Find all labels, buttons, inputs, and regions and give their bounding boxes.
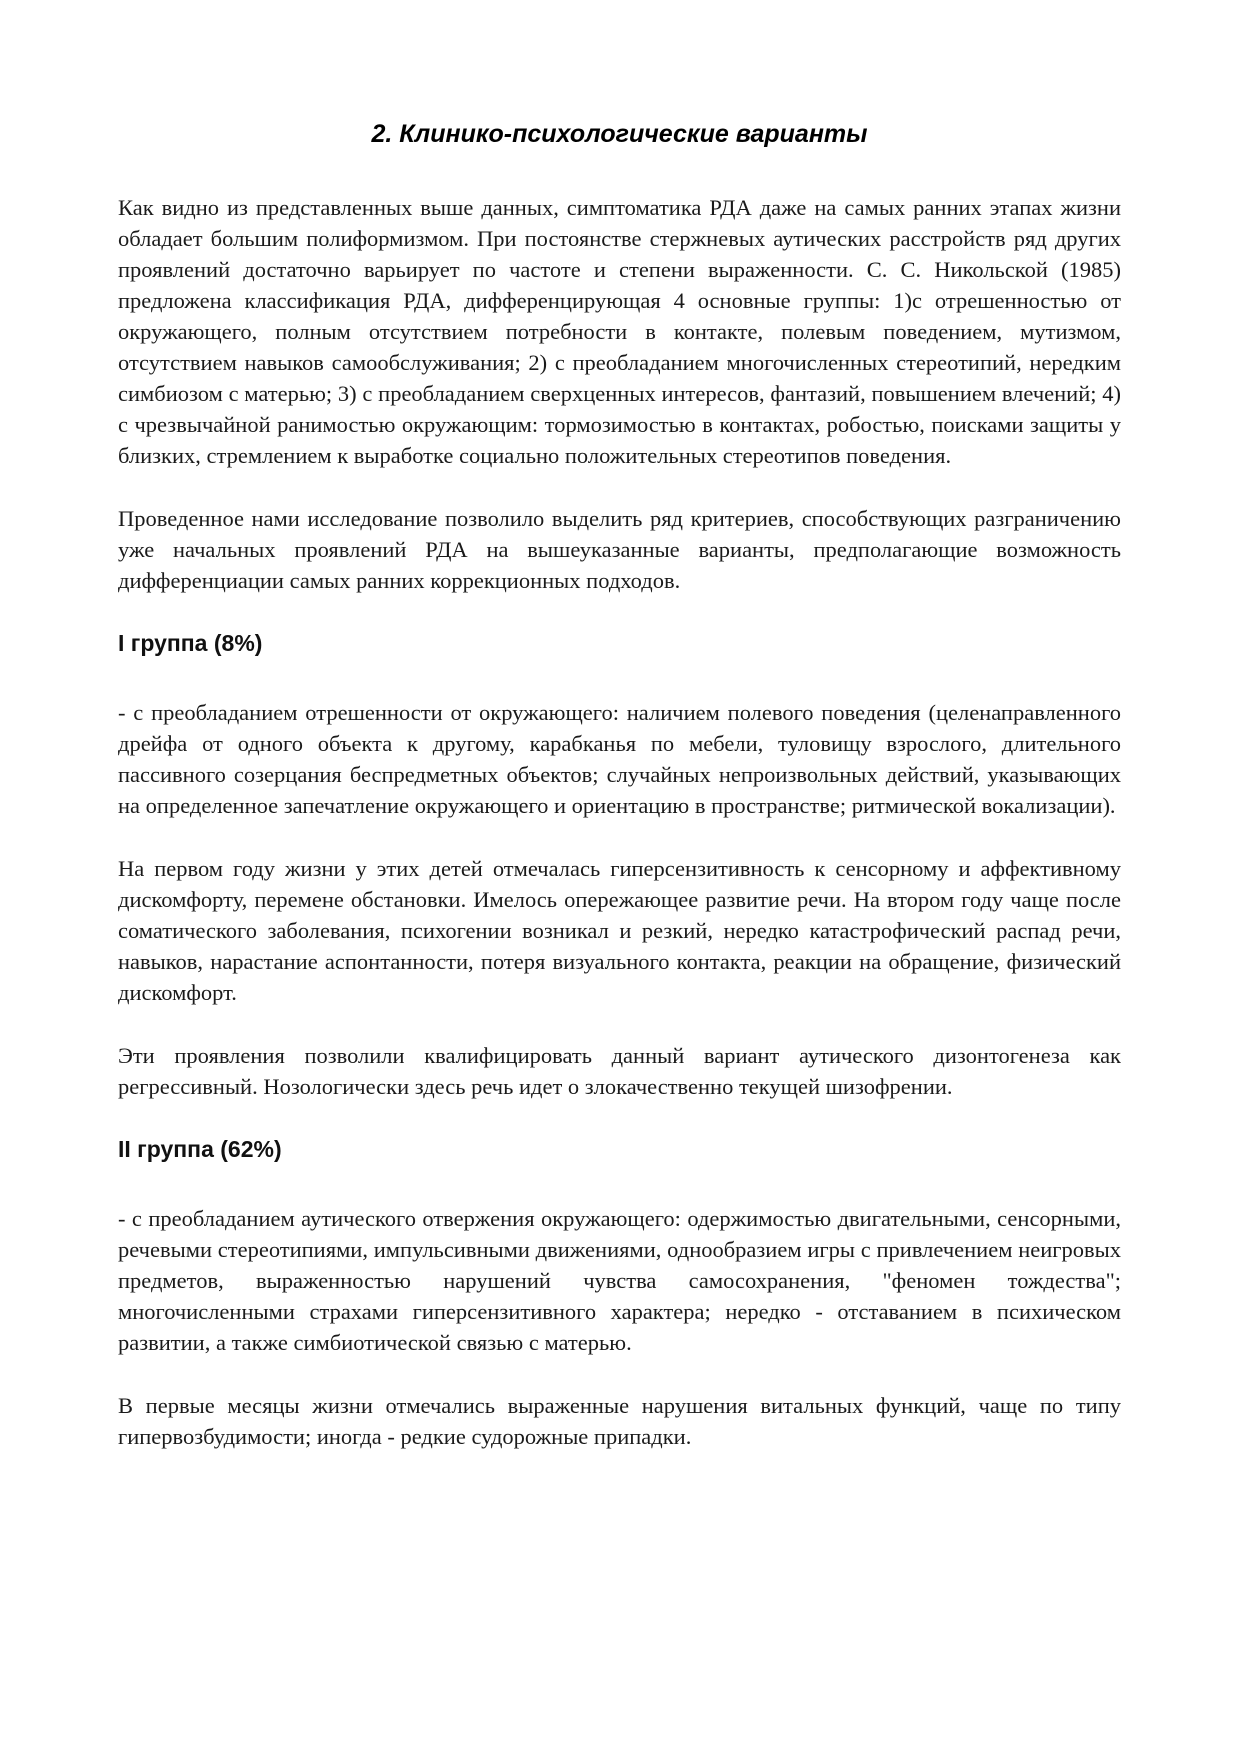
intro-paragraph-2: Проведенное нами исследование позволило выделить ряд критериев, способствующих разграничению уже начальных проявлений РДА на вышеуказанные варианты, предполагающие возможность дифференциации самых ранних коррекционных подходов.: [118, 506, 1121, 593]
intro-paragraph-1: Как видно из представленных выше данных, симптоматика РДА даже на самых ранних этапах жизни обладает большим полиформизмом. При постоянстве стержневых аутических расстройств ряд других проявлений достаточно варьирует по частоте и степени выраженности. С. С. Никольской (1985) предложена классификация РДА, дифференцирующая 4 основные группы: 1)с отрешенностью от окружающего, полным отсутствием потребности в контакте, полевым поведением, мутизмом, отсутствием навыков самообслуживания; 2) с преобладанием многочисленных стереотипий, нередким симбиозом с матерью; 3) с преобладанием сверхценных интересов, фантазий, повышением влечений; 4) с чрезвычайной ранимостью окружающим: тормозимостью в контактах, робостью, поисками защиты у близких, стремлением к выработке социально положительных стереотипов поведения.: [118, 195, 1121, 468]
document-body: [118, 118, 1121, 1452]
paragraph-gap: [118, 821, 1121, 853]
paragraph-gap: [118, 596, 1121, 628]
paragraph-gap: [118, 471, 1121, 503]
heading-gap: [118, 659, 1121, 697]
section-title: 2. Клинико-психологические варианты: [371, 120, 868, 148]
group-2-heading: II группа (62%): [118, 1136, 282, 1162]
paragraph-gap: [118, 1102, 1121, 1134]
group-1-heading: I группа (8%): [118, 630, 263, 656]
paragraph-gap: [118, 1358, 1121, 1390]
group-2-paragraph-1: - с преобладанием аутического отвержения окружающего: одержимостью двигательными, сенсорными, речевыми стереотипиями, импульсивными движениями, однообразием игры с привлечением неигровых предметов, выраженностью нарушений чувства самосохранения, "феномен тождества"; многочисленными страхами гиперсензитивного характера; нередко - отставанием в психическом развитии, а также симбиотической связью с матерью.: [118, 1206, 1121, 1355]
group-1-paragraph-1: - с преобладанием отрешенности от окружающего: наличием полевого поведения (целенаправленного дрейфа от одного объекта к другому, карабканья по мебели, туловищу взрослого, длительного пассивного созерцания беспредметных объектов; случайных непроизвольных действий, указывающих на определенное запечатление окружающего и ориентацию в пространстве; ритмической вокализации).: [118, 700, 1121, 818]
group-2-paragraph-2: В первые месяцы жизни отмечались выраженные нарушения витальных функций, чаще по типу гипервозбудимости; иногда - редкие судорожные припадки.: [118, 1393, 1121, 1449]
group-1-paragraph-3: Эти проявления позволили квалифицировать данный вариант аутического дизонтогенеза как регрессивный. Нозологически здесь речь идет о злокачественно текущей шизофрении.: [118, 1043, 1121, 1099]
group-1-paragraph-2: На первом году жизни у этих детей отмечалась гиперсензитивность к сенсорному и аффективному дискомфорту, перемене обстановки. Имелось опережающее развитие речи. На втором году чаще после соматического заболевания, психогении возникал и резкий, нередко катастрофический распад речи, навыков, нарастание аспонтанности, потеря визуального контакта, реакции на обращение, физический дискомфорт.: [118, 856, 1121, 1005]
paragraph-gap: [118, 1008, 1121, 1040]
heading-gap: [118, 1165, 1121, 1203]
